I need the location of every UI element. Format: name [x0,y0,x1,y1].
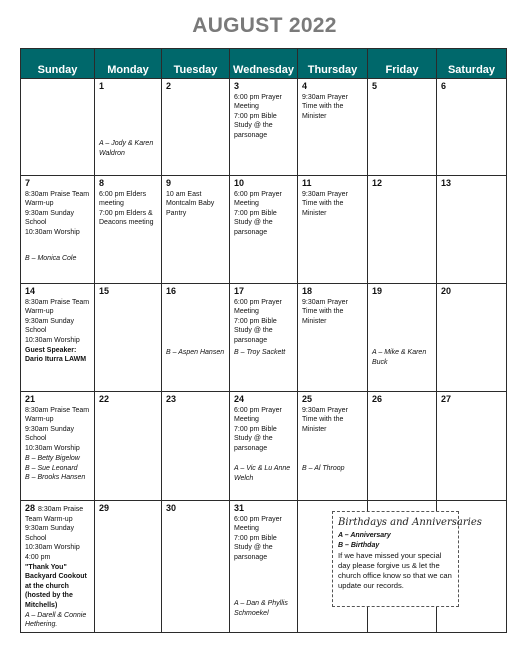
day-number: 11 [302,178,312,188]
day-number: 30 [166,503,177,513]
day-number: 18 [302,286,313,296]
birthday-anniversary-notes [234,599,294,618]
birthday-anniversary-note: B – Brooks Hansen [25,474,86,482]
weekday-header-row [21,49,507,79]
birthday-anniversary-notes [99,139,158,158]
weekday-wednesday: Wednesday [230,49,298,79]
day-cell [95,284,162,392]
birthday-anniversary-notes [372,348,433,367]
birthday-anniversary-note: B – Aspen Hansen [166,349,225,356]
event-text: 9:30am Prayer Time with the Minister [302,190,348,217]
day-number: 5 [372,81,378,91]
day-cell [298,392,368,501]
event-text: 7:00 pm Bible Study @ the parsonage [234,209,277,236]
day-cell [162,284,230,392]
day-cell [162,392,230,501]
birthday-anniversary-note: A – Vic & Lu Anne Welch [234,465,291,482]
event-text: 9:30am Prayer Time with the Minister [302,298,348,325]
birthday-anniversary-notes [25,254,91,264]
event-text: 10:30am Worship [25,228,80,236]
day-number: 12 [372,178,383,188]
day-cell [162,176,230,284]
day-cell [437,176,507,284]
birthday-anniversary-note: B – Troy Sackett [234,349,286,356]
day-number: 13 [441,178,452,188]
day-cell [230,392,298,501]
event-text: 9:30am Prayer Time with the Minister [302,93,348,120]
birthday-anniversary-note: A – Darell & Connie Hethering. [25,611,87,629]
event-text: Team Warm-up [25,515,73,523]
day-cell [230,284,298,392]
day-cell [21,392,95,501]
birthday-anniversary-note: B – Monica Cole [25,255,77,262]
weekday-sunday: Sunday [21,49,95,79]
day-cell [230,176,298,284]
weekday-tuesday: Tuesday [162,49,230,79]
day-number: 1 [99,81,105,91]
event-text: 9:30am Prayer Time with the Minister [302,406,348,433]
day-number: 20 [441,286,452,296]
day-number: 9 [166,178,172,188]
weekday-monday: Monday [95,49,162,79]
event-text: 10:30am Worship [25,444,80,452]
day-number: 25 [302,394,313,404]
day-number: 14 [25,286,36,296]
day-cell [368,392,437,501]
birthday-anniversary-note: B – Al Throop [302,465,345,472]
day-number: 23 [166,394,177,404]
day-cell [437,79,507,176]
birthday-anniversary-notes [166,348,226,358]
day-cell [437,284,507,392]
legend-message: If we have missed your special day please forgive us & let the church office know so that we can update our records. [338,551,452,590]
event-text: 9:30am Sunday School [25,525,75,542]
day-cell [298,79,368,176]
day-cell [162,501,230,633]
event-text: 8:30am Praise Team Warm-up [25,406,90,424]
day-number: 19 [372,286,383,296]
day-cell [21,176,95,284]
event-text: 7:00 pm Bible Study @ the parsonage [234,425,277,452]
event-text: 10:30am Worship [25,544,80,552]
legend-birthday-key: B – Birthday [338,541,380,549]
birthday-anniversary-note: A – Mike & Karen Buck [372,349,427,366]
day-number: 3 [234,81,240,91]
event-text: 9:30am Sunday School [25,425,75,443]
event-text: 6:00 pm Prayer Meeting [234,298,282,316]
event-text: 6:00 pm Prayer Meeting [234,515,282,533]
day-number: 29 [99,503,110,513]
day-cell [95,79,162,176]
day-cell [368,176,437,284]
event-text: 8:30am Praise [38,506,84,513]
day-number: 31 [234,503,245,513]
special-event-text: Guest Speaker: Dario Iturra LAWM [25,346,87,364]
week-row [21,392,507,501]
day-cell [21,501,95,633]
event-text: 7:00 pm Bible Study @ the parsonage [234,112,277,139]
birthday-anniversary-notes [234,464,294,483]
birthdays-anniversaries-box [332,511,482,607]
birthday-anniversary-notes [234,348,294,358]
birthday-anniversary-note: A – Dan & Phyllis Schmoekel [234,600,288,617]
weekday-friday: Friday [368,49,437,79]
day-cell [21,79,95,176]
day-number: 24 [234,394,245,404]
calendar-title: AUGUST 2022 [192,14,337,37]
day-number: 4 [302,81,308,91]
day-number: 7 [25,178,31,188]
event-text: 7:00 pm Bible Study @ the parsonage [234,534,277,561]
event-text: 7:00 pm Elders & Deacons meeting [99,209,154,227]
special-event-text: "Thank You" Backyard Cookout at the church (hosted by the Mitchells) [25,563,87,609]
day-number: 26 [372,394,383,404]
day-cell [95,392,162,501]
week-row [21,176,507,284]
birthday-anniversary-note: A – Jody & Karen Waldron [99,140,154,157]
event-text: 6:00 pm Elders meeting [99,190,147,208]
event-text: 6:00 pm Prayer Meeting [234,93,282,111]
event-text: 8:30am Praise Team Warm-up [25,298,90,316]
event-text: 6:00 pm Prayer Meeting [234,406,282,424]
day-number: 2 [166,81,172,91]
day-cell [230,501,298,633]
day-number: 17 [234,286,245,296]
day-number: 10 [234,178,245,188]
day-cell [162,79,230,176]
day-cell [298,176,368,284]
birthday-anniversary-note: B – Betty Bigelow [25,455,80,462]
legend-anniversary-key: A – Anniversary [338,532,391,539]
day-number: 15 [99,286,110,296]
event-text: 10 am East Montcalm Baby Pantry [166,190,215,217]
day-number: 16 [166,286,177,296]
birthday-anniversary-notes [302,464,364,474]
event-text: 9:30am Sunday School [25,317,75,335]
day-number: 27 [441,394,452,404]
week-row [21,284,507,392]
day-cell [368,284,437,392]
day-number: 28 [25,503,36,513]
day-cell [95,176,162,284]
event-text: 7:00 pm Bible Study @ the parsonage [234,317,277,344]
day-cell [95,501,162,633]
day-number: 8 [99,178,105,188]
birthday-anniversary-notes [25,611,91,630]
birthday-anniversary-notes [25,454,91,483]
day-cell [368,79,437,176]
day-cell [437,392,507,501]
day-number: 21 [25,394,36,404]
day-number: 22 [99,394,110,404]
weekday-saturday: Saturday [437,49,507,79]
day-number: 6 [441,81,447,91]
day-cell [298,284,368,392]
week-row [21,79,507,176]
event-text: 8:30am Praise Team Warm-up [25,190,90,208]
event-text: 10:30am Worship [25,336,80,344]
weekday-thursday: Thursday [298,49,368,79]
day-cell [21,284,95,392]
legend-title: Birthdays and Anniversaries [338,517,482,528]
day-cell [230,79,298,176]
event-text: 4:00 pm [25,553,51,561]
event-text: 6:00 pm Prayer Meeting [234,190,282,208]
event-text: 9:30am Sunday School [25,209,75,227]
birthday-anniversary-note: B – Sue Leonard [25,464,78,472]
